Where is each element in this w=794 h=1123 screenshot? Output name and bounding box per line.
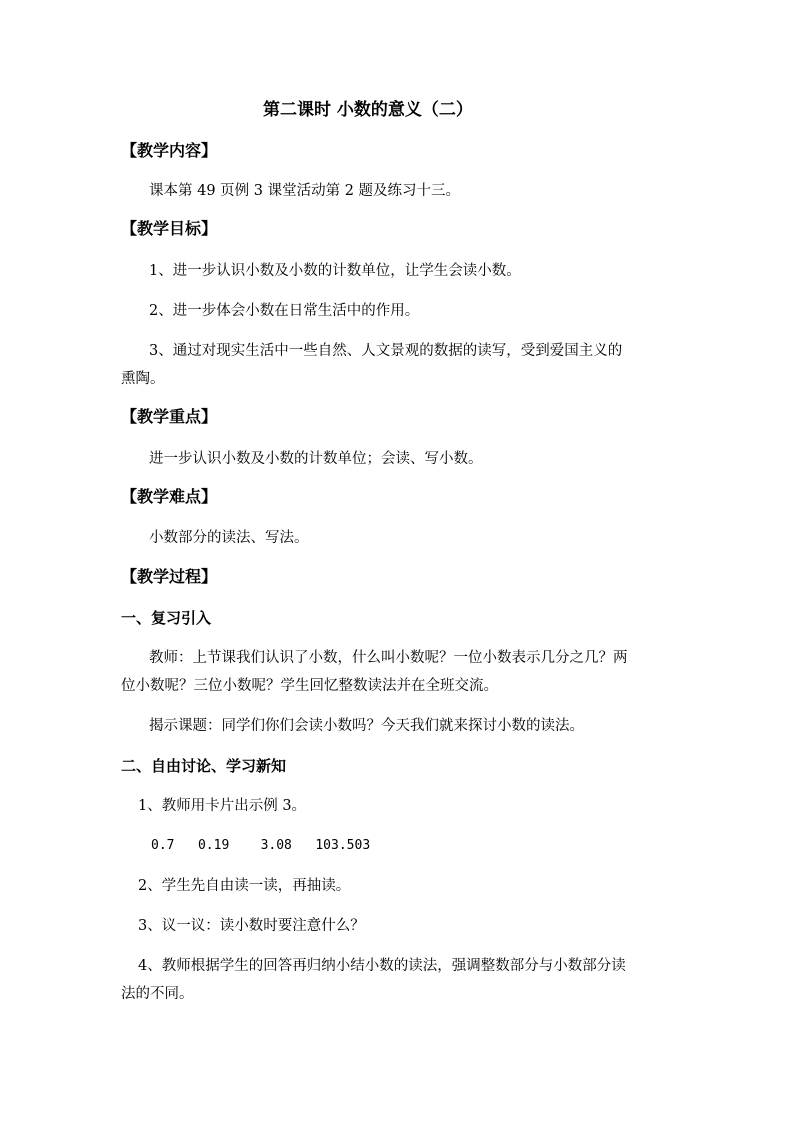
difficulties-text: 小数部分的读法、写法。 — [149, 530, 309, 546]
part2-step: 4、教师根据学生的回答再归纳小结小数的读法，强调整数部分与小数部分读 — [138, 958, 626, 974]
section-heading-process: 【教学过程】 — [121, 567, 218, 586]
key-points-text: 进一步认识小数及小数的计数单位；会读、写小数。 — [149, 451, 483, 467]
goal-item: 2、进一步体会小数在日常生活中的作用。 — [149, 303, 420, 319]
section-heading-goals: 【教学目标】 — [121, 219, 218, 238]
part2-heading: 二、自由讨论、学习新知 — [121, 757, 287, 775]
goal-item: 1、进一步认识小数及小数的计数单位，让学生会读小数。 — [149, 263, 521, 279]
page-title: 第二课时 小数的意义（二） — [263, 100, 473, 120]
example-numbers: 0.7 0.19 3.08 103.503 — [151, 838, 371, 853]
part1-paragraph: 揭示课题：同学们你们会读小数吗？今天我们就来探讨小数的读法。 — [149, 718, 584, 734]
part1-paragraph-line: 教师：上节课我们认识了小数，什么叫小数呢？一位小数表示几分之几？两 — [149, 650, 628, 666]
goal-item-continuation: 熏陶。 — [121, 371, 165, 387]
goal-item: 3、通过对现实生活中一些自然、人文景观的数据的读写，受到爱国主义的 — [149, 343, 623, 359]
part2-step: 2、学生先自由读一读，再抽读。 — [138, 878, 351, 894]
section-heading-content: 【教学内容】 — [121, 141, 218, 160]
part1-heading: 一、复习引入 — [121, 609, 212, 627]
section-heading-key-points: 【教学重点】 — [121, 407, 218, 426]
part2-step: 1、教师用卡片出示例 3。 — [138, 798, 307, 814]
part2-step: 3、议一议：读小数时要注意什么？ — [138, 918, 365, 934]
section-heading-difficulties: 【教学难点】 — [121, 487, 218, 506]
part2-step-continuation: 法的不同。 — [121, 986, 194, 1002]
content-text: 课本第 49 页例 3 课堂活动第 2 题及练习十三。 — [149, 183, 461, 199]
part1-paragraph-line: 位小数呢？三位小数呢？学生回忆整数读法并在全班交流。 — [121, 678, 498, 694]
